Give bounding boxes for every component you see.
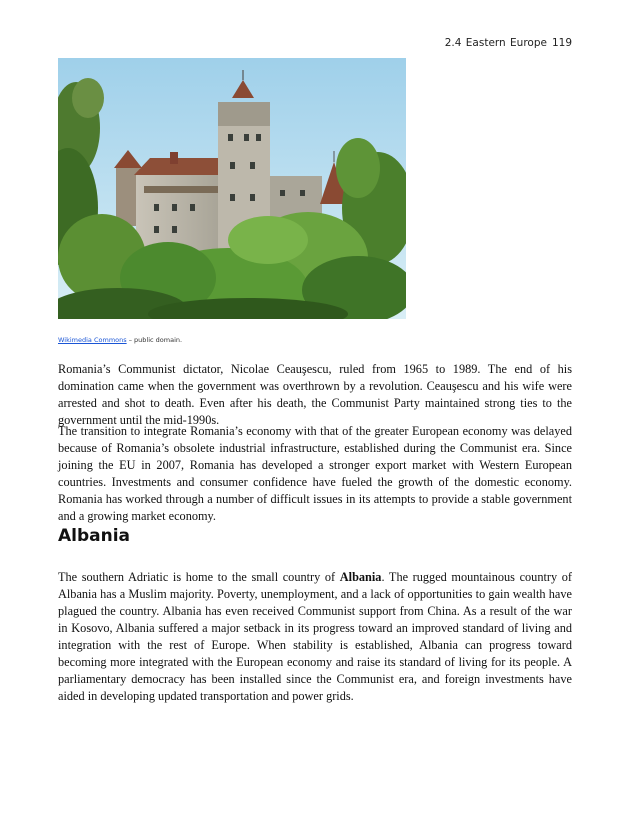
albania-text-intro: The southern Adriatic is home to the small country of (58, 570, 340, 584)
caption-license-text: – public domain. (126, 336, 183, 344)
castle-photo (58, 58, 406, 319)
running-header-section: 2.4 Eastern Europe (444, 37, 547, 49)
running-header (445, 37, 572, 49)
paragraph-albania (58, 569, 572, 705)
paragraph-romania-dictator: Romania’s Communist dictator, Nicolae Ceauşescu, ruled from 1965 to 1989. The end of his domination came when the government was overthrown by a revolution. Ceauşescu and his wife were arrested and shot to death. Even after his death, the Communist Party maintained strong ties to the government until the mid-1990s. (58, 362, 572, 427)
section-heading-albania: Albania (58, 526, 131, 546)
paragraph-romania-economy: The transition to integrate Romania’s economy with that of the greater European economy was delayed because of Romania’s obsolete industrial infrastructure, established during the Communist era. Since joining the EU in 2007, Romania has developed a stronger export market with Western European countries. Investments and consumer confidence have fueled the growth of the domestic economy. Romania has worked through a number of difficult issues in its attempts to provide a stable government and a growing market economy. (58, 424, 572, 523)
page-number: 119 (551, 37, 572, 49)
albania-text-rest: . The rugged mountainous country of Albania has a Muslim majority. Poverty, unemployment, and a lack of opportunities to gain wealth have plagued the country. Albania has even received Communist support from China. As a result of the war in Kosovo, Albania suffered a major setback in its progress toward an improved standard of living and integration with the rest of Europe. When stability is established, Albania can progress toward becoming more integrated with the European economy and raise its standard of living for its people. A parliamentary democracy has been installed since the Communist era, and foreign investments have aided in developing updated transportation and power grids. (58, 570, 572, 703)
castle-photo-illustration (58, 58, 406, 319)
wikimedia-commons-link[interactable]: Wikimedia Commons (58, 336, 127, 344)
albania-bold-term: Albania (339, 570, 382, 584)
figure-caption (58, 336, 182, 344)
